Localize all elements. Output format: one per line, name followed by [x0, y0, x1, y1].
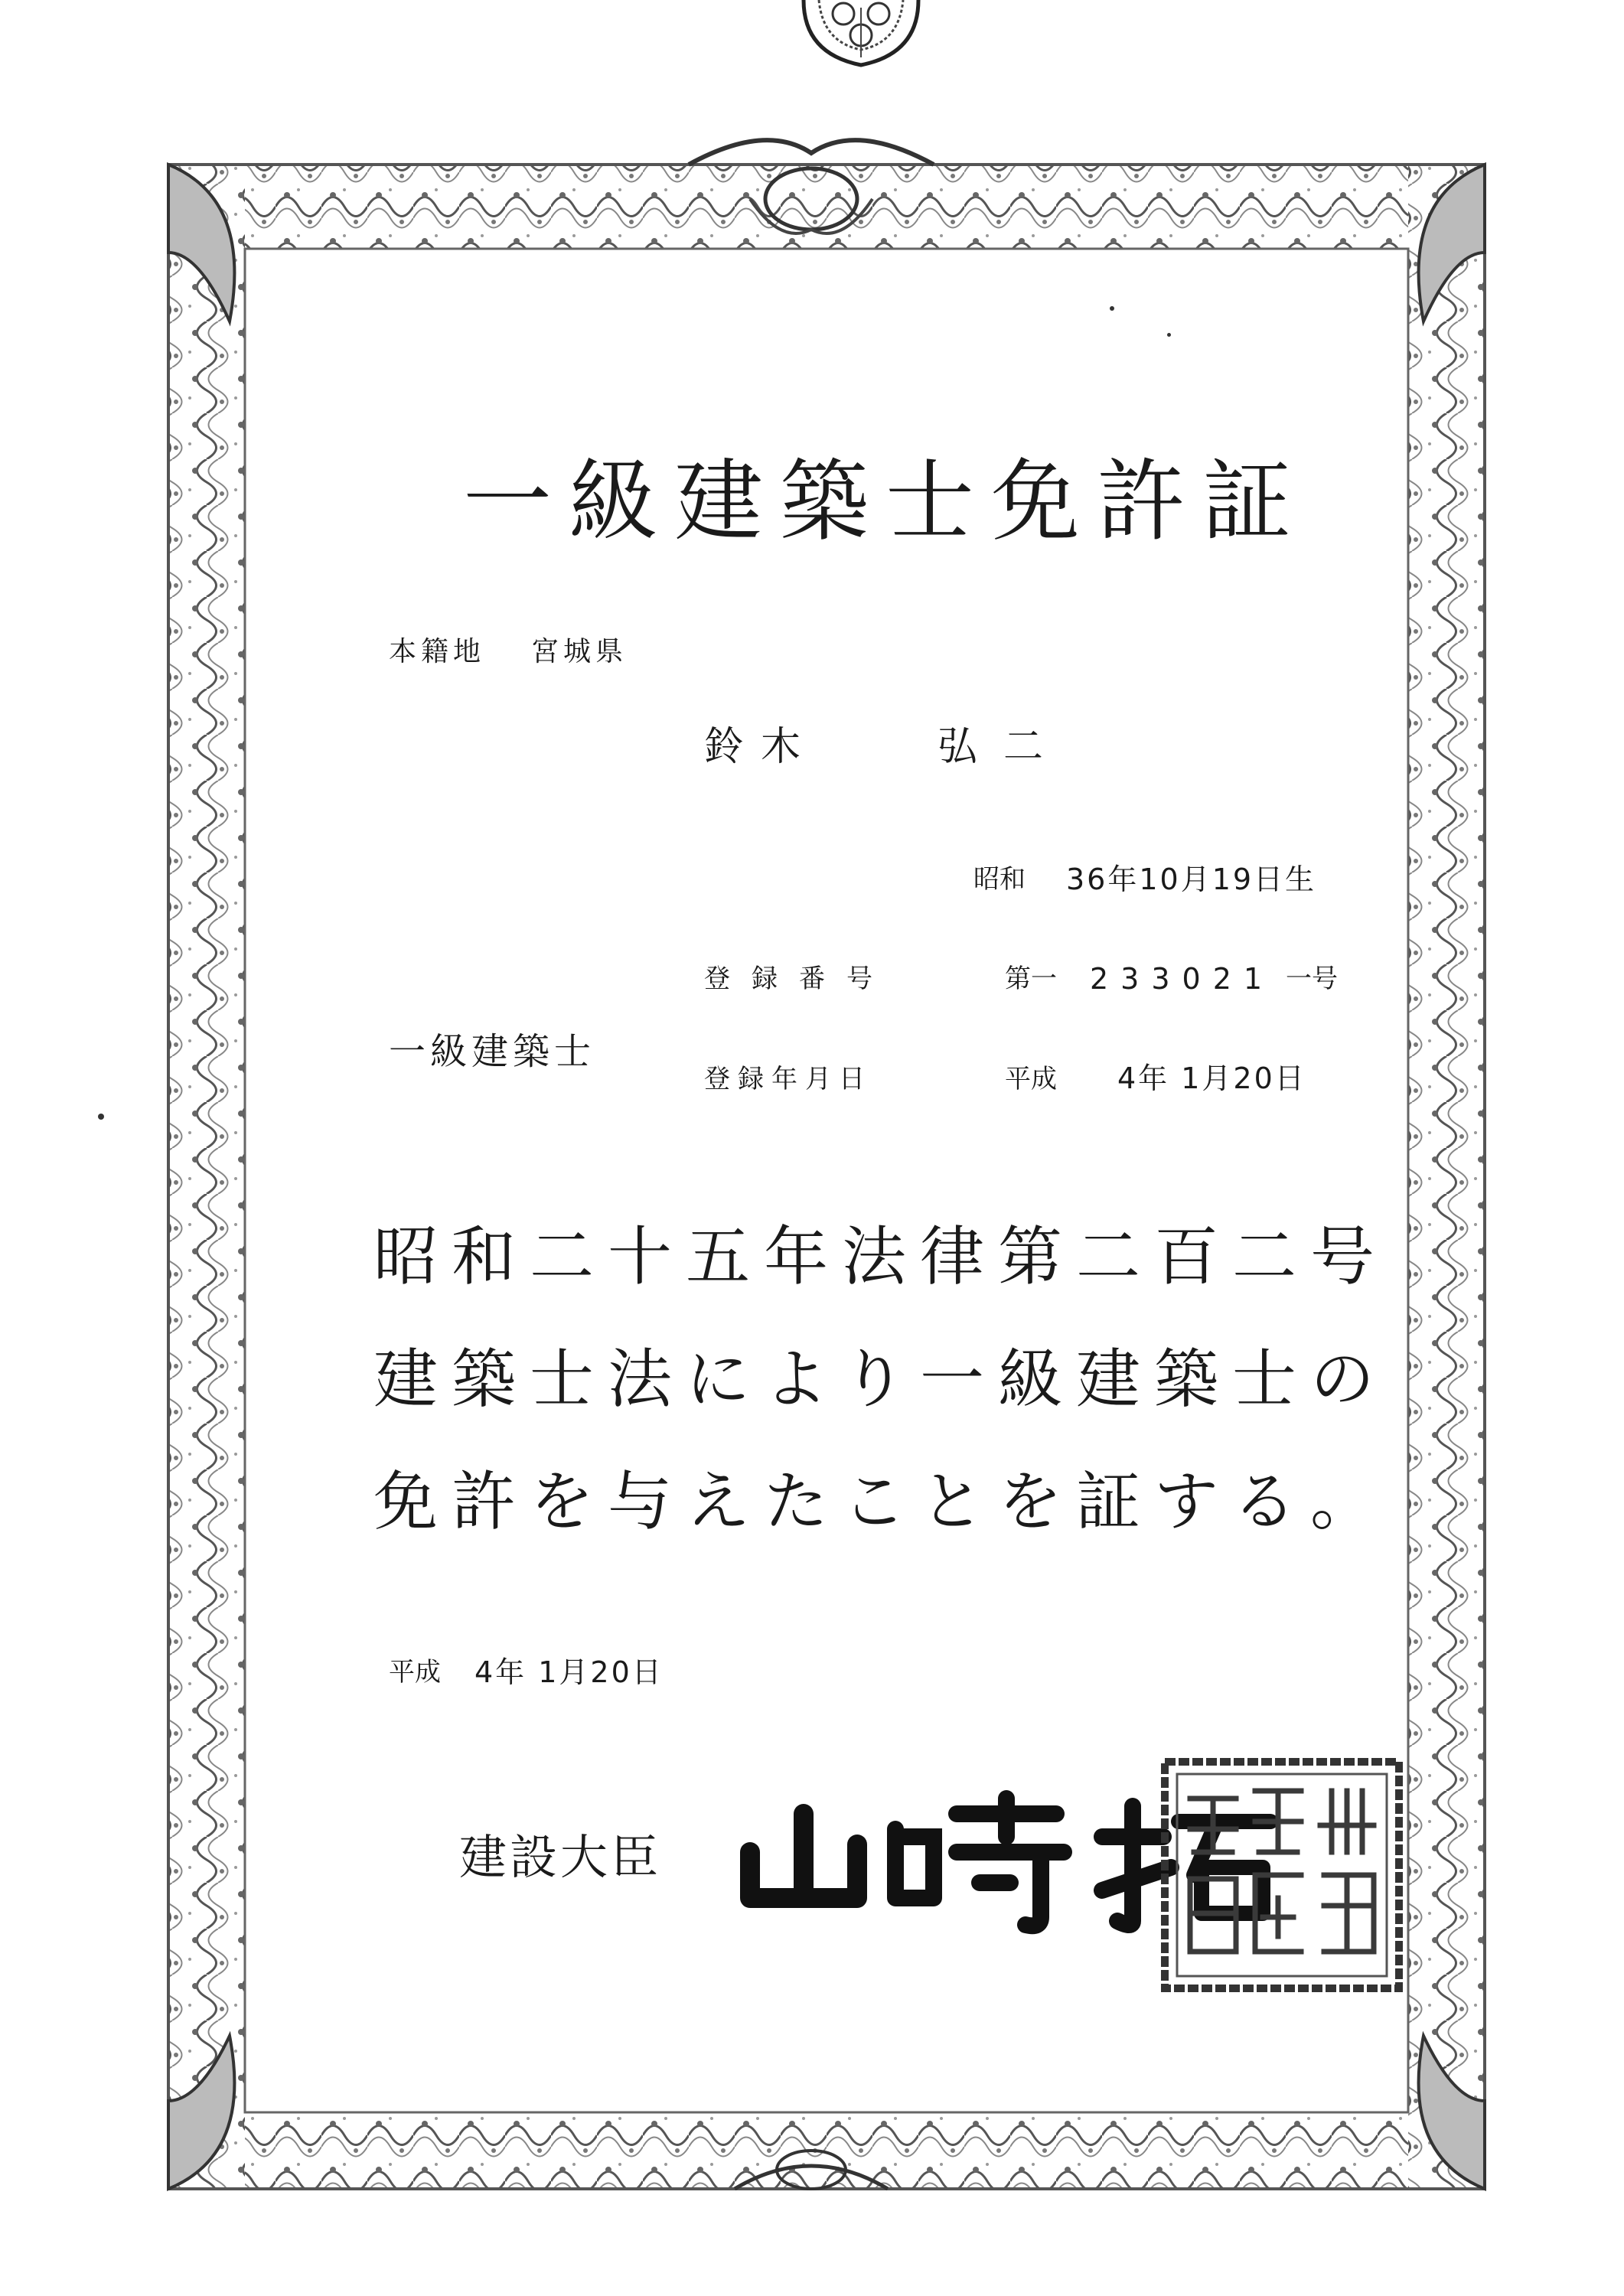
- issue-era: 平成: [389, 1657, 441, 1688]
- domicile-value: 宮城県: [531, 636, 628, 667]
- registration-number-label: 登録番号: [704, 964, 894, 994]
- certificate-body-line-2: 建築士法により一級建築士の: [373, 1342, 1389, 1417]
- registration-number-prefix: 第一: [1005, 964, 1057, 994]
- issue-date: 4年 1月20日: [474, 1655, 664, 1689]
- registration-date-value: 4年 1月20日: [1117, 1062, 1306, 1095]
- certificate-title: 一級建築士免許証: [463, 450, 1308, 553]
- holder-given-name: 弘二: [938, 724, 1070, 770]
- certificate-body-line-3: 免許を与えたことを証する。: [373, 1464, 1389, 1539]
- birth-date: 36年10月19日生: [1066, 863, 1317, 896]
- official-seal-stamp: [1156, 1753, 1408, 1998]
- registration-date-label: 登録年月日: [704, 1064, 872, 1094]
- holder-family-name: 鈴木: [704, 724, 818, 770]
- birth-era: 昭和: [973, 864, 1026, 895]
- registration-number-value: 233021: [1090, 962, 1275, 996]
- scan-speck: [1110, 306, 1114, 311]
- qualification-label: 一級建築士: [389, 1030, 596, 1073]
- domicile-label: 本籍地: [389, 636, 486, 667]
- registration-number-suffix: 一号: [1286, 964, 1338, 994]
- certificate-body-line-1: 昭和二十五年法律第二百二号: [373, 1219, 1389, 1294]
- issuer-title: 建設大臣: [459, 1829, 662, 1885]
- registration-date-era: 平成: [1005, 1064, 1057, 1094]
- scan-speck: [98, 1114, 104, 1120]
- scan-speck: [1167, 333, 1171, 337]
